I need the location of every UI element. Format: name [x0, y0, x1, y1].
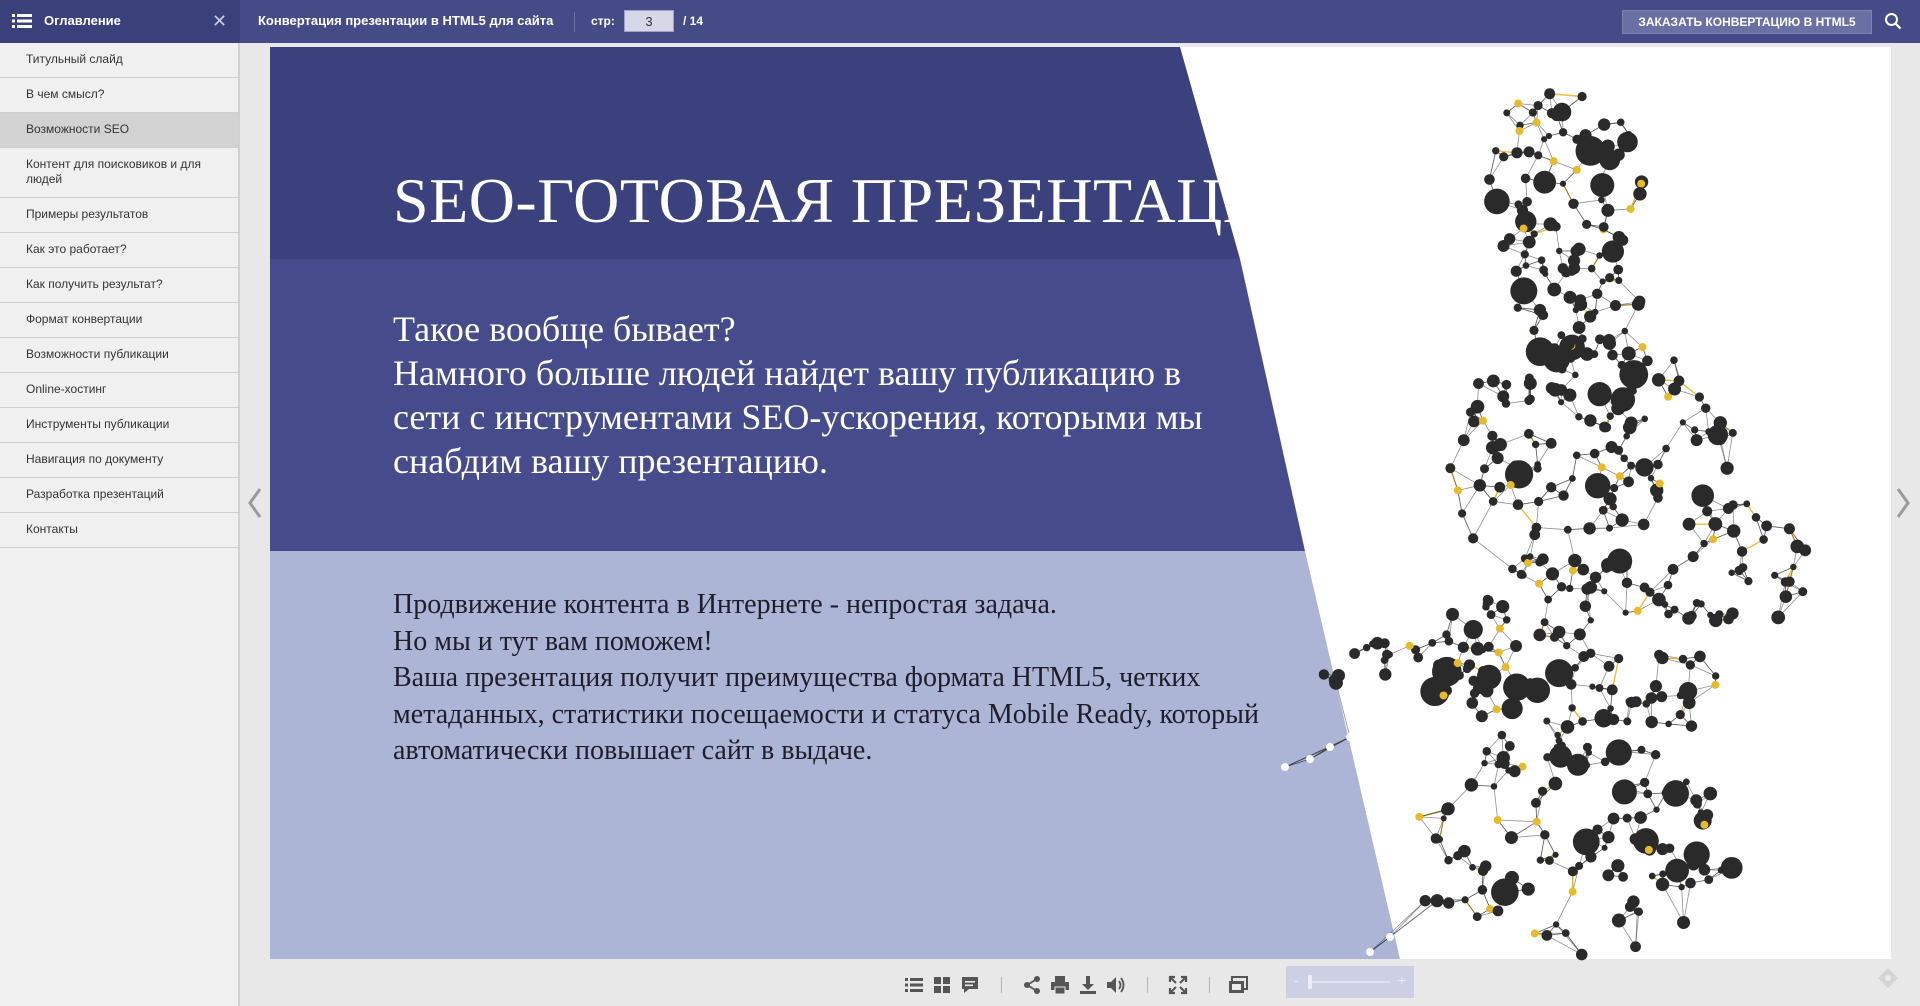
sidebar-item-how-it-works[interactable]: Как это работает?	[0, 233, 238, 268]
list-icon[interactable]	[12, 13, 32, 29]
network-nodes	[1281, 88, 1811, 960]
slide-title-text: SEO-ГОТОВАЯ ПРЕЗЕНТАЦИЯ	[393, 165, 1313, 236]
page-total: / 14	[683, 14, 704, 28]
sidebar-item-how-to-get-result[interactable]: Как получить результат?	[0, 268, 238, 303]
zoom-in-button[interactable]: +	[1397, 972, 1406, 988]
sidebar-item-document-navigation[interactable]: Навигация по документу	[0, 443, 238, 478]
fullscreen-icon[interactable]	[1167, 974, 1189, 996]
search-icon[interactable]	[1884, 12, 1902, 30]
sidebar-item-publication-tools[interactable]: Инструменты публикации	[0, 408, 238, 443]
print-icon[interactable]	[1049, 974, 1071, 996]
close-icon[interactable]: ✕	[212, 11, 228, 31]
zoom-slider-handle[interactable]	[1308, 975, 1312, 989]
chevron-left-icon[interactable]	[245, 483, 265, 523]
sidebar-item-result-examples[interactable]: Примеры результатов	[0, 198, 238, 233]
order-conversion-button[interactable]: ЗАКАЗАТЬ КОНВЕРТАЦИЮ В HTML5	[1622, 10, 1872, 34]
sidebar-item-content-for-search[interactable]: Контент для поисковиков и для людей	[0, 148, 238, 198]
comment-icon[interactable]	[959, 974, 981, 996]
page-number-input[interactable]	[624, 10, 674, 32]
tag-icon[interactable]	[1876, 966, 1900, 990]
toolbar-divider	[1001, 977, 1002, 993]
document-title: Конвертация презентации в HTML5 для сайта	[258, 13, 554, 28]
download-icon[interactable]	[1077, 974, 1099, 996]
toc-sidebar	[0, 43, 240, 1006]
slide-intro-paragraph: Такое вообще бывает? Намного больше людей найдет вашу публикацию в сети с инструментами SEO-ускорения, которыми мы снабдим вашу презентацию.	[393, 309, 1203, 481]
zoom-out-button[interactable]: -	[1294, 972, 1299, 988]
toc-header	[0, 0, 240, 43]
sidebar-item-seo-features[interactable]: Возможности SEO	[0, 113, 238, 148]
sidebar-item-conversion-format[interactable]: Формат конвертации	[0, 303, 238, 338]
sidebar-item-contacts[interactable]: Контакты	[0, 513, 238, 548]
slide-title	[393, 164, 1313, 238]
zoom-control[interactable]	[1286, 966, 1414, 998]
share-icon[interactable]	[1021, 974, 1043, 996]
zoom-track[interactable]	[1310, 981, 1390, 983]
slide-body-paragraph: Продвижение контента в Интернете - непростая задача. Но мы и тут вам поможем! Ваша презентация получит преимущества формата HTML5, четких метаданных, статистики посещаемости и статуса Mobile Ready, который автоматически повышает сайт в выдаче.	[393, 589, 1259, 766]
sidebar-item-presentation-development[interactable]: Разработка презентаций	[0, 478, 238, 513]
divider	[574, 12, 575, 32]
sound-icon[interactable]	[1105, 974, 1127, 996]
toolbar-divider	[1147, 977, 1148, 993]
page-label: стр:	[591, 14, 615, 28]
sidebar-item-publication-features[interactable]: Возможности публикации	[0, 338, 238, 373]
list-icon[interactable]	[903, 974, 925, 996]
chevron-right-icon[interactable]	[1893, 483, 1913, 523]
toc-title: Оглавление	[44, 13, 121, 28]
pages-icon[interactable]	[1227, 974, 1249, 996]
top-bar	[0, 0, 1920, 43]
sidebar-item-online-hosting[interactable]: Online-хостинг	[0, 373, 238, 408]
grid-icon[interactable]	[931, 974, 953, 996]
sidebar-item-title-slide[interactable]: Титульный слайд	[0, 43, 238, 78]
sidebar-item-what-is-the-point[interactable]: В чем смысл?	[0, 78, 238, 113]
slide-canvas	[270, 47, 1891, 988]
toolbar-divider	[1209, 977, 1210, 993]
